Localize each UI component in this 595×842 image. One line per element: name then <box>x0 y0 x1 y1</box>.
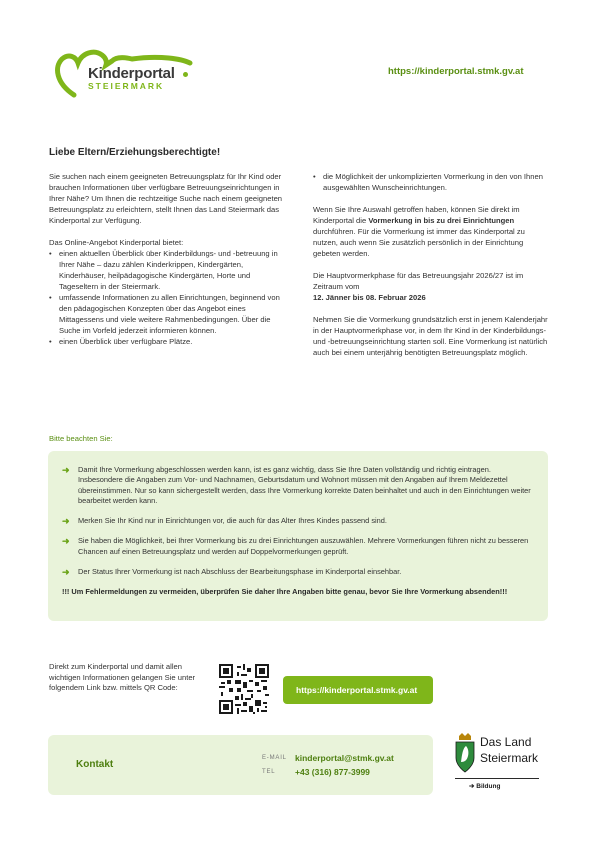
kinderportal-logo <box>50 45 200 100</box>
offer-list <box>49 248 289 347</box>
notice-item <box>62 516 534 526</box>
selection-paragraph <box>313 204 551 259</box>
tel-label: TEL <box>262 769 276 775</box>
contact-title: Kontakt <box>76 759 114 770</box>
selection-text-start: Wenn Sie Ihre Auswahl getroffen haben, können Sie direkt im Kinderportal die <box>313 205 520 225</box>
land-steiermark-logo <box>453 732 553 794</box>
salutation-heading: Liebe Eltern/Erziehungsberechtigte! <box>49 147 221 158</box>
state-logo-line2: Steiermark <box>480 751 539 765</box>
list-item: • umfassende Informationen zu allen Einrichtungen, beginnend von den pädagogischen Konzepten über das Angebot eines Mittagessens und viele weitere Rahmenbedingungen. Über die Suche im Vorfeld jederzeit informieren können. <box>49 292 289 336</box>
contact-phone-link[interactable]: +43 (316) 877-3999 <box>295 767 370 777</box>
notice-item <box>62 536 534 557</box>
notice-item <box>62 567 534 577</box>
kinderportal-url-button[interactable]: https://kinderportal.stmk.gv.at <box>283 676 433 704</box>
notice-text: Merken Sie Ihr Kind nur in Einrichtungen vor, die auch für das Alter Ihres Kindes passend sind. <box>78 516 387 526</box>
logo-subtitle: STEIERMARK <box>88 81 165 91</box>
notice-text: Sie haben die Möglichkeit, bei Ihrer Vormerkung bis zu drei Einrichtungen auszuwählen. Mehrere Vormerkungen führen nicht zu besseren Chancen auf einen Betreuungsplatz und werden auf Doppelvormerkungen geprüft. <box>78 536 529 556</box>
offer-intro: Das Online-Angebot Kinderportal bietet: <box>49 238 184 247</box>
direct-link-text: Direkt zum Kinderportal und damit allen wichtigen Informationen gelangen Sie unter folgendem Link bzw. mittels QR Code: <box>49 662 196 692</box>
arrow-right-icon: ➜ <box>62 516 70 527</box>
arrow-right-icon: ➜ <box>62 567 70 578</box>
selection-text-bold: Vormerkung in bis zu drei Einrichtungen <box>368 216 515 225</box>
logo-dot <box>183 72 188 77</box>
notice-text: Damit Ihre Vormerkung abgeschlossen werden kann, ist es ganz wichtig, dass Sie Ihre Daten vollständig und richtig eintragen. Insbesondere die Angaben zum Vor- und Nachnamen, Geburtsdatum und Wohnort müssen mit den Angaben auf Ihrem Meldezettel übereinstimmen. Nur so kann sichergestellt werden, dass Ihre Vormerkung korrekte Daten beinhaltet und auch in den Einrichtungen weiter bearbeitet werden kann. <box>78 465 531 505</box>
arrow-right-icon: ➜ <box>62 536 70 547</box>
coat-of-arms-icon <box>453 732 477 776</box>
contact-email-link[interactable]: kinderportal@stmk.gv.at <box>295 753 394 763</box>
arrow-right-icon: ➜ <box>62 465 70 475</box>
state-logo-subtitle: ➔ Bildung <box>469 783 501 790</box>
notice-text: Der Status Ihrer Vormerkung ist nach Abschluss der Bearbeitungsphase im Kinderportal einsehbar. <box>78 567 402 577</box>
period-paragraph <box>313 270 551 303</box>
logo-name: Kinderportal <box>88 65 175 82</box>
qr-code-icon <box>219 664 269 714</box>
state-logo-divider <box>455 778 539 779</box>
intro-paragraph: Sie suchen nach einem geeigneten Betreuungsplatz für Ihr Kind oder brauchen Informationen über verfügbare Betreuungseinrichtungen in Ihrer Nähe? Um Ihnen die rechtzeitige Suche nach einem geeigneten Betreuungsplatz zu erleichtern, stellt Ihnen das Land Steiermark das Kinderportal zur Verfügung. <box>49 172 283 225</box>
header-url-link[interactable]: https://kinderportal.stmk.gv.at <box>388 66 524 77</box>
period-text: Die Hauptvormerkphase für das Betreuungsjahr 2026/27 ist im Zeitraum vom <box>313 271 524 291</box>
contact-box <box>48 735 433 795</box>
notice-item <box>62 465 534 506</box>
notice-box <box>48 451 548 621</box>
list-item: • einen Überblick über verfügbare Plätze. <box>49 336 289 347</box>
offer-list-continued <box>313 171 551 193</box>
right-column <box>313 171 551 369</box>
selection-text-end: durchführen. Für die Vormerkung ist immer das Kinderportal zu nutzen, auch wenn Sie zusätzlich persönlich in der Einrichtung gebeten werden. <box>313 227 525 258</box>
list-item: • einen aktuellen Überblick über Kinderbildungs- und -betreuung in Ihrer Nähe – dazu zählen Kinderkrippen, Kindergärten, Kinderhäuser, heilpädagogische Kindergärten, Horte und Tageseltern in der Steiermark. <box>49 248 289 292</box>
qr-code[interactable] <box>219 664 269 714</box>
email-label: E-MAIL <box>262 755 287 761</box>
list-item: • die Möglichkeit der unkomplizierten Vormerkung in den von Ihnen ausgewählten Wunscheinrichtungen. <box>313 171 551 193</box>
left-column <box>49 171 289 358</box>
state-logo-line1: Das Land <box>480 735 532 749</box>
timing-paragraph: Nehmen Sie die Vormerkung grundsätzlich erst in jenem Kalenderjahr in der Hauptvormerkphase vor, in dem Ihr Kind in der Kinderbildungs- und -betreuungseinrichtung starten soll. Eine Vormerkung ist natürlich auch bei einem unterjährig benötigten Betreuungsplatz möglich. <box>313 315 548 357</box>
notice-title: Bitte beachten Sie: <box>49 434 113 443</box>
warning-text: !!! Um Fehlermeldungen zu vermeiden, überprüfen Sie daher Ihre Angaben bitte genau, bevor Sie Ihre Vormerkung absenden!!! <box>62 587 508 597</box>
period-dates: 12. Jänner bis 08. Februar 2026 <box>313 293 426 302</box>
